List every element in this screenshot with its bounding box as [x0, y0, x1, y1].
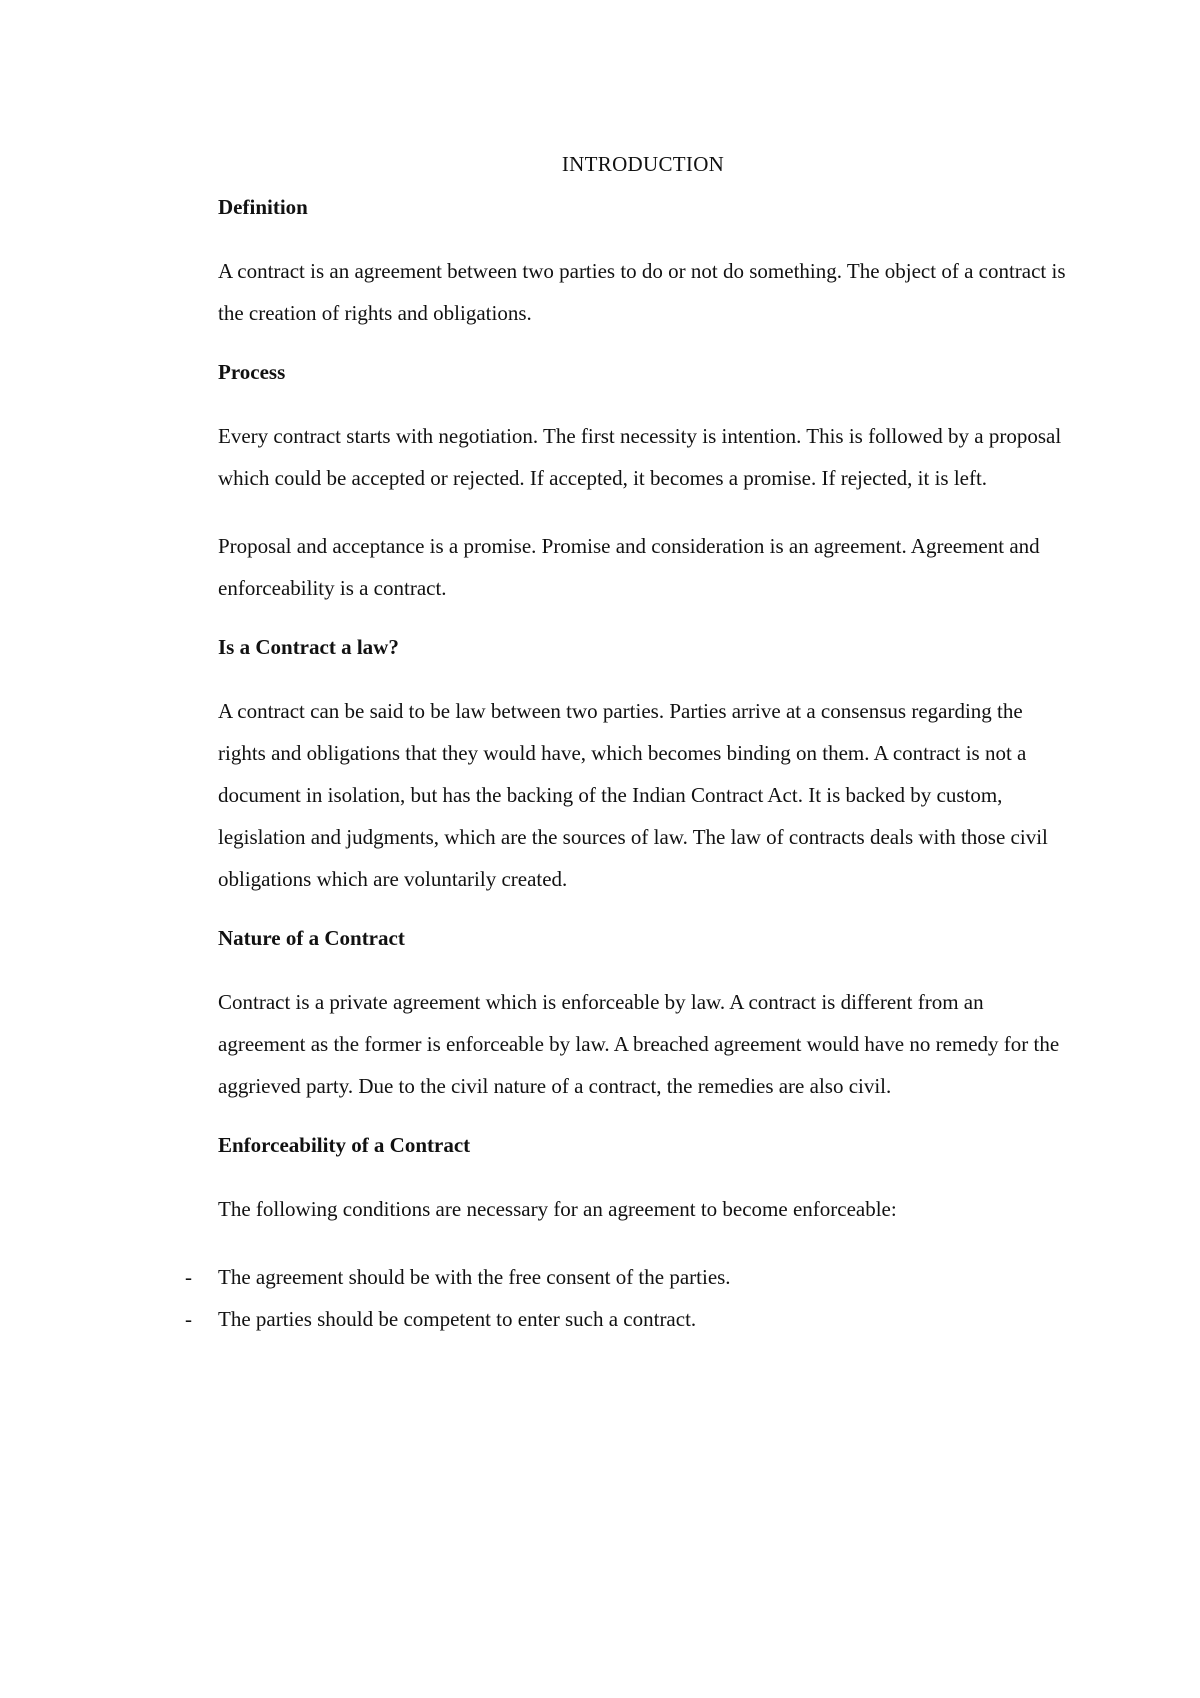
heading-definition: Definition [218, 195, 308, 219]
heading-nature-of-contract: Nature of a Contract [218, 926, 405, 950]
list-item [185, 1256, 1068, 1298]
list-item-text: The parties should be competent to enter such a contract. [218, 1307, 697, 1331]
heading-is-contract-law: Is a Contract a law? [218, 635, 399, 659]
document-body [185, 152, 1068, 1340]
list-item-text: The agreement should be with the free consent of the parties. [218, 1265, 731, 1289]
heading-enforceability: Enforceability of a Contract [218, 1133, 471, 1157]
list-item [185, 1298, 1068, 1340]
paragraph-definition-1: A contract is an agreement between two parties to do or not do something. The object of a contract is the creation of rights and obligations. [218, 259, 1066, 325]
enforceability-conditions-list [185, 1256, 1068, 1340]
heading-process: Process [218, 360, 286, 384]
bullet-dash: - [185, 1307, 192, 1331]
paragraph-is-contract-law-1: A contract can be said to be law between two parties. Parties arrive at a consensus regarding the rights and obligations that they would have, which becomes binding on them. A contract is not a document in isolation, but has the backing of the Indian Contract Act. It is backed by custom, legislation and judgments, which are the sources of law. The law of contracts deals with those civil obligations which are voluntarily created. [218, 699, 1048, 891]
bullet-dash: - [185, 1265, 192, 1289]
paragraph-process-2: Proposal and acceptance is a promise. Promise and consideration is an agreement. Agreement and enforceability is a contract. [218, 534, 1040, 600]
paragraph-nature-1: Contract is a private agreement which is enforceable by law. A contract is different from an agreement as the former is enforceable by law. A breached agreement would have no remedy for the aggrieved party. Due to the civil nature of a contract, the remedies are also civil. [218, 990, 1060, 1098]
paragraph-enforceability-1: The following conditions are necessary for an agreement to become enforceable: [218, 1197, 897, 1221]
paragraph-process-1: Every contract starts with negotiation. The first necessity is intention. This is followed by a proposal which could be accepted or rejected. If accepted, it becomes a promise. If rejected, it is left. [218, 424, 1062, 490]
document-title: INTRODUCTION [561, 152, 725, 176]
